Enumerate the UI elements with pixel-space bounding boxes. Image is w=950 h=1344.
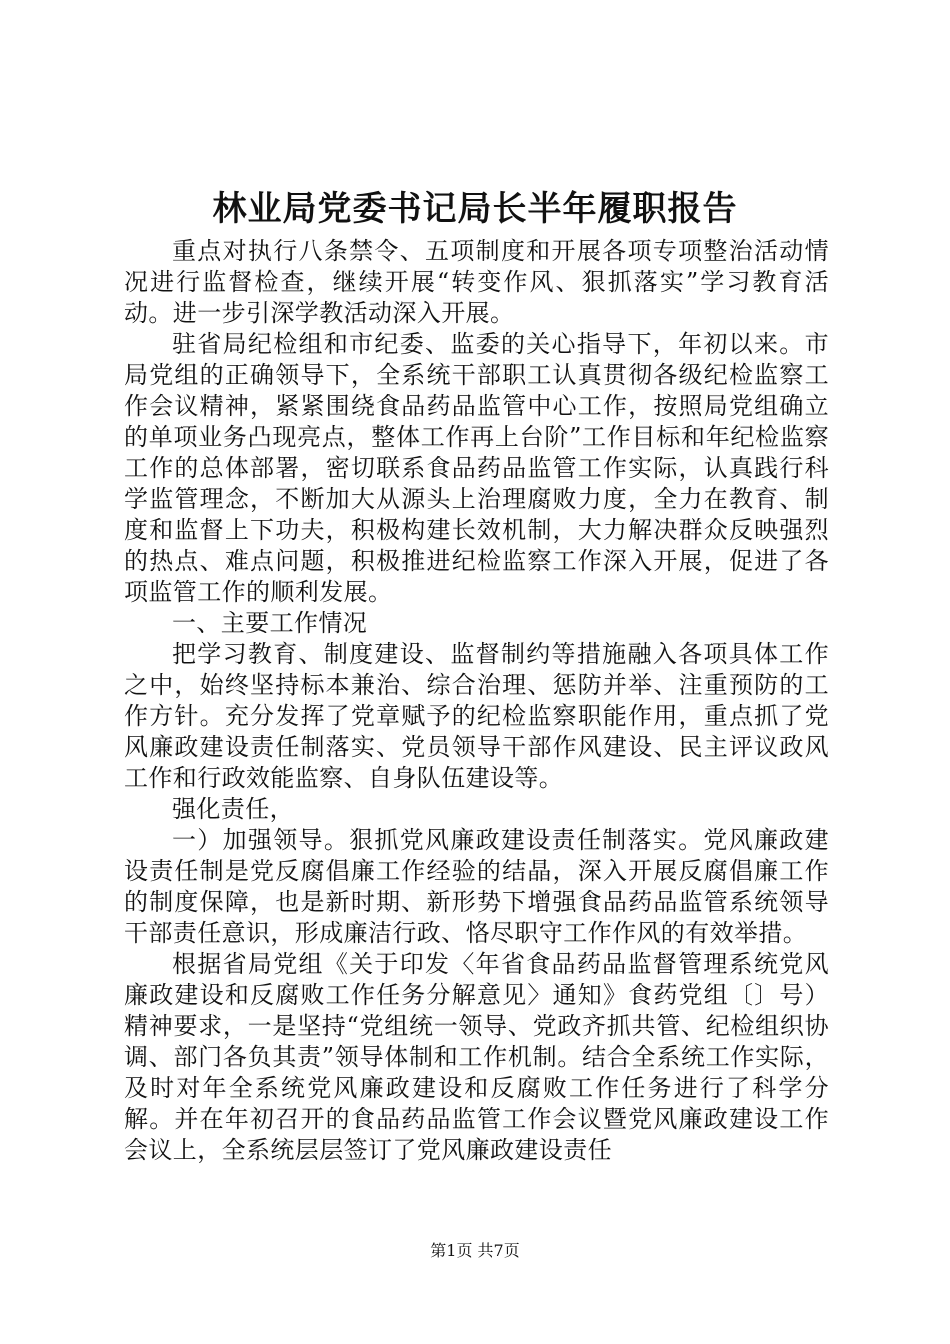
paragraph-5: 根据省局党组《关于印发〈年省食品药品监督管理系统党风廉政建设和反腐败工作任务分解意见〉通知》食药党组〔〕号）精神要求，一是坚持“党组统一领导、党政齐抓共管、纪检组织协调、部门各负其责”领导体制和工作机制。结合全系统工作实际，及时对年全系统党风廉政建设和反腐败工作任务进行了科学分解。并在年初召开的食品药品监管工作会议暨党风廉政建设工作会议上，全系统层层签订了党风廉政建设责任	[124, 950, 829, 1164]
document-title: 林业局党委书记局长半年履职报告	[212, 189, 738, 229]
paragraph-1: 重点对执行八条禁令、五项制度和开展各项专项整治活动情况进行监督检查，继续开展“转变作风、狠抓落实”学习教育活动。进一步引深学教活动深入开展。	[124, 237, 829, 327]
subheading: 强化责任，	[172, 795, 294, 823]
paragraph-3: 把学习教育、制度建设、监督制约等措施融入各项具体工作之中，始终坚持标本兼治、综合治理、惩防并举、注重预防的工作方针。充分发挥了党章赋予的纪检监察职能作用，重点抓了党风廉政建设责任制落实、党员领导干部作风建设、民主评议政风工作和行政效能监察、自身队伍建设等。	[124, 640, 829, 792]
section-heading: 一、主要工作情况	[172, 609, 368, 637]
document-body	[124, 236, 829, 1166]
paragraph-2: 驻省局纪检组和市纪委、监委的关心指导下，年初以来。市局党组的正确领导下，全系统干部职工认真贯彻各级纪检监察工作会议精神，紧紧围绕食品药品监管中心工作，按照局党组确立的单项业务凸现亮点，整体工作再上台阶”工作目标和年纪检监察工作的总体部署，密切联系食品药品监管工作实际，认真践行科学监管理念，不断加大从源头上治理腐败力度，全力在教育、制度和监督上下功夫，积极构建长效机制，大力解决群众反映强烈的热点、难点问题，积极推进纪检监察工作深入开展，促进了各项监管工作的顺利发展。	[124, 330, 829, 606]
paragraph-4: 一）加强领导。狠抓党风廉政建设责任制落实。党风廉政建设责任制是党反腐倡廉工作经验的结晶，深入开展反腐倡廉工作的制度保障，也是新时期、新形势下增强食品药品监管系统领导干部责任意识，形成廉洁行政、恪尽职守工作作风的有效举措。	[124, 826, 829, 947]
page-footer: 第1页 共7页	[430, 1241, 520, 1260]
